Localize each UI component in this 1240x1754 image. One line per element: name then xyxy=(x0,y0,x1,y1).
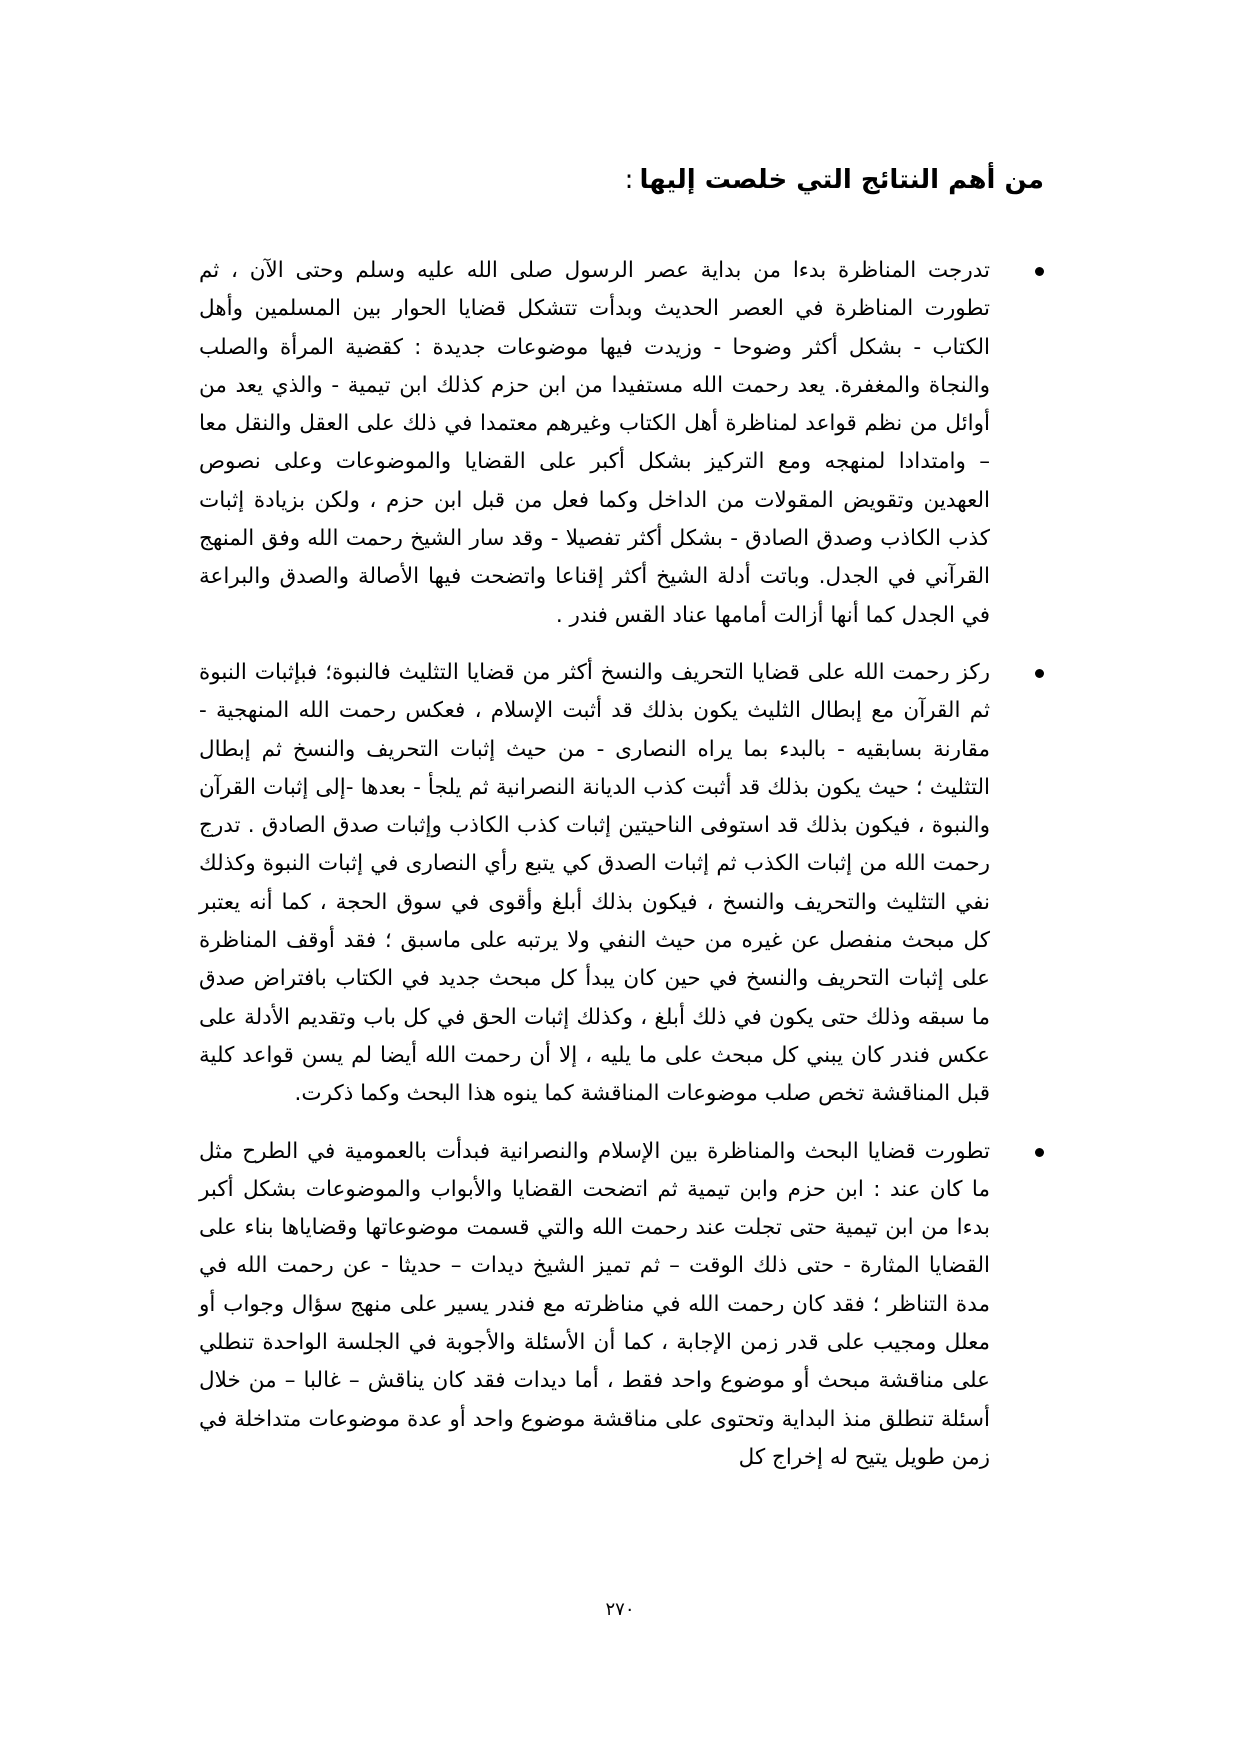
page-number: ٢٧٠ xyxy=(605,1599,635,1620)
bullet-dot-icon xyxy=(1035,267,1044,276)
conclusion-item-2 xyxy=(199,654,1044,1114)
heading-colon: : xyxy=(624,165,634,195)
section-heading xyxy=(224,160,1044,200)
conclusions-list xyxy=(199,252,1044,1477)
conclusion-text-3: تطورت قضايا البحث والمناظرة بين الإسلام والنصرانية فبدأت بالعمومية في الطرح مثل ما كان عند : ابن حزم وابن تيمية ثم اتضحت القضايا والأبواب والموضوعات بشكل أكبر بدءا من ابن تيمية حتى تجلت عند رحمت الله والتي قسمت موضوعاتها وقضاياها بناء على القضايا المثارة - حتى ذلك الوقت – ثم تميز الشيخ ديدات – حديثا - عن رحمت الله في مدة التناظر ؛ فقد كان رحمت الله في مناظرته مع فندر يسير على منهج سؤال وجواب أو معلل ومجيب على قدر زمن الإجابة ، كما أن الأسئلة والأجوبة في الجلسة الواحدة تنطلي على مناقشة مبحث أو موضوع واحد فقط ، أما ديدات فقد كان يناقش – غالبا – من خلال أسئلة تنطلق منذ البداية وتحتوى على مناقشة موضوع واحد أو عدة موضوعات متداخلة في زمن طويل يتيح له إخراج كل xyxy=(199,1138,990,1470)
bullet-dot-icon xyxy=(1035,1148,1044,1157)
conclusion-text-1: تدرجت المناظرة بدءا من بداية عصر الرسول صلى الله عليه وسلم وحتى الآن ، ثم تطورت المناظرة في العصر الحديث وبدأت تتشكل قضايا الحوار بين المسلمين وأهل الكتاب - بشكل أكثر وضوحا - وزيدت فيها موضوعات جديدة : كقضية المرأة والصلب والنجاة والمغفرة. يعد رحمت الله مستفيدا من ابن حزم كذلك ابن تيمية - والذي يعد من أوائل من نظم قواعد لمناظرة أهل الكتاب وغيرهم معتمدا في ذلك على العقل والنقل معا – وامتدادا لمنهجه ومع التركيز بشكل أكبر على القضايا والموضوعات وعلى نصوص العهدين وتقويض المقولات من الداخل وكما فعل من قبل ابن حزم ، ولكن بزيادة إثبات كذب الكاذب وصدق الصادق - بشكل أكثر تفصيلا - وقد سار الشيخ رحمت الله وفق المنهج القرآني في الجدل. وباتت أدلة الشيخ أكثر إقناعا واتضحت فيها الأصالة والصدق والبراعة في الجدل كما أنها أزالت أمامها عناد القس فندر . xyxy=(199,258,990,628)
conclusion-item-1 xyxy=(199,252,1044,635)
conclusion-item-3 xyxy=(199,1133,1044,1478)
bullet-dot-icon xyxy=(1035,669,1044,678)
heading-title: من أهم النتائج التي خلصت إليها xyxy=(639,165,1044,195)
conclusion-text-2: ركز رحمت الله على قضايا التحريف والنسخ أكثر من قضايا التثليث فالنبوة؛ فبإثبات النبوة ثم القرآن مع إبطال الثليث يكون بذلك قد أثبت الإسلام ، فعكس رحمت الله المنهجية - مقارنة بسابقيه - بالبدء بما يراه النصارى - من حيث إثبات التحريف والنسخ ثم إبطال التثليث ؛ حيث يكون بذلك قد أثبت كذب الديانة النصرانية ثم يلجأ - بعدها -إلى إثبات القرآن والنبوة ، فيكون بذلك قد استوفى الناحيتين إثبات كذب الكاذب وإثبات صدق الصادق . تدرج رحمت الله من إثبات الكذب ثم إثبات الصدق كي يتبع رأي النصارى في إثبات النبوة وكذلك نفي التثليث والتحريف والنسخ ، فيكون بذلك أبلغ وأقوى في سوق الحجة ، كما أنه يعتبر كل مبحث منفصل عن غيره من حيث النفي ولا يرتبه على ماسبق ؛ فقد أوقف المناظرة على إثبات التحريف والنسخ في حين كان يبدأ كل مبحث جديد في الكتاب بافتراض صدق ما سبقه وذلك حتى يكون في ذلك أبلغ ، وكذلك إثبات الحق في كل باب وتقديم الأدلة على عكس فندر كان يبني كل مبحث على ما يليه ، إلا أن رحمت الله أيضا لم يسن قواعد كلية قبل المناقشة تخص صلب موضوعات المناقشة كما ينوه هذا البحث وكما ذكرت. xyxy=(199,659,990,1107)
